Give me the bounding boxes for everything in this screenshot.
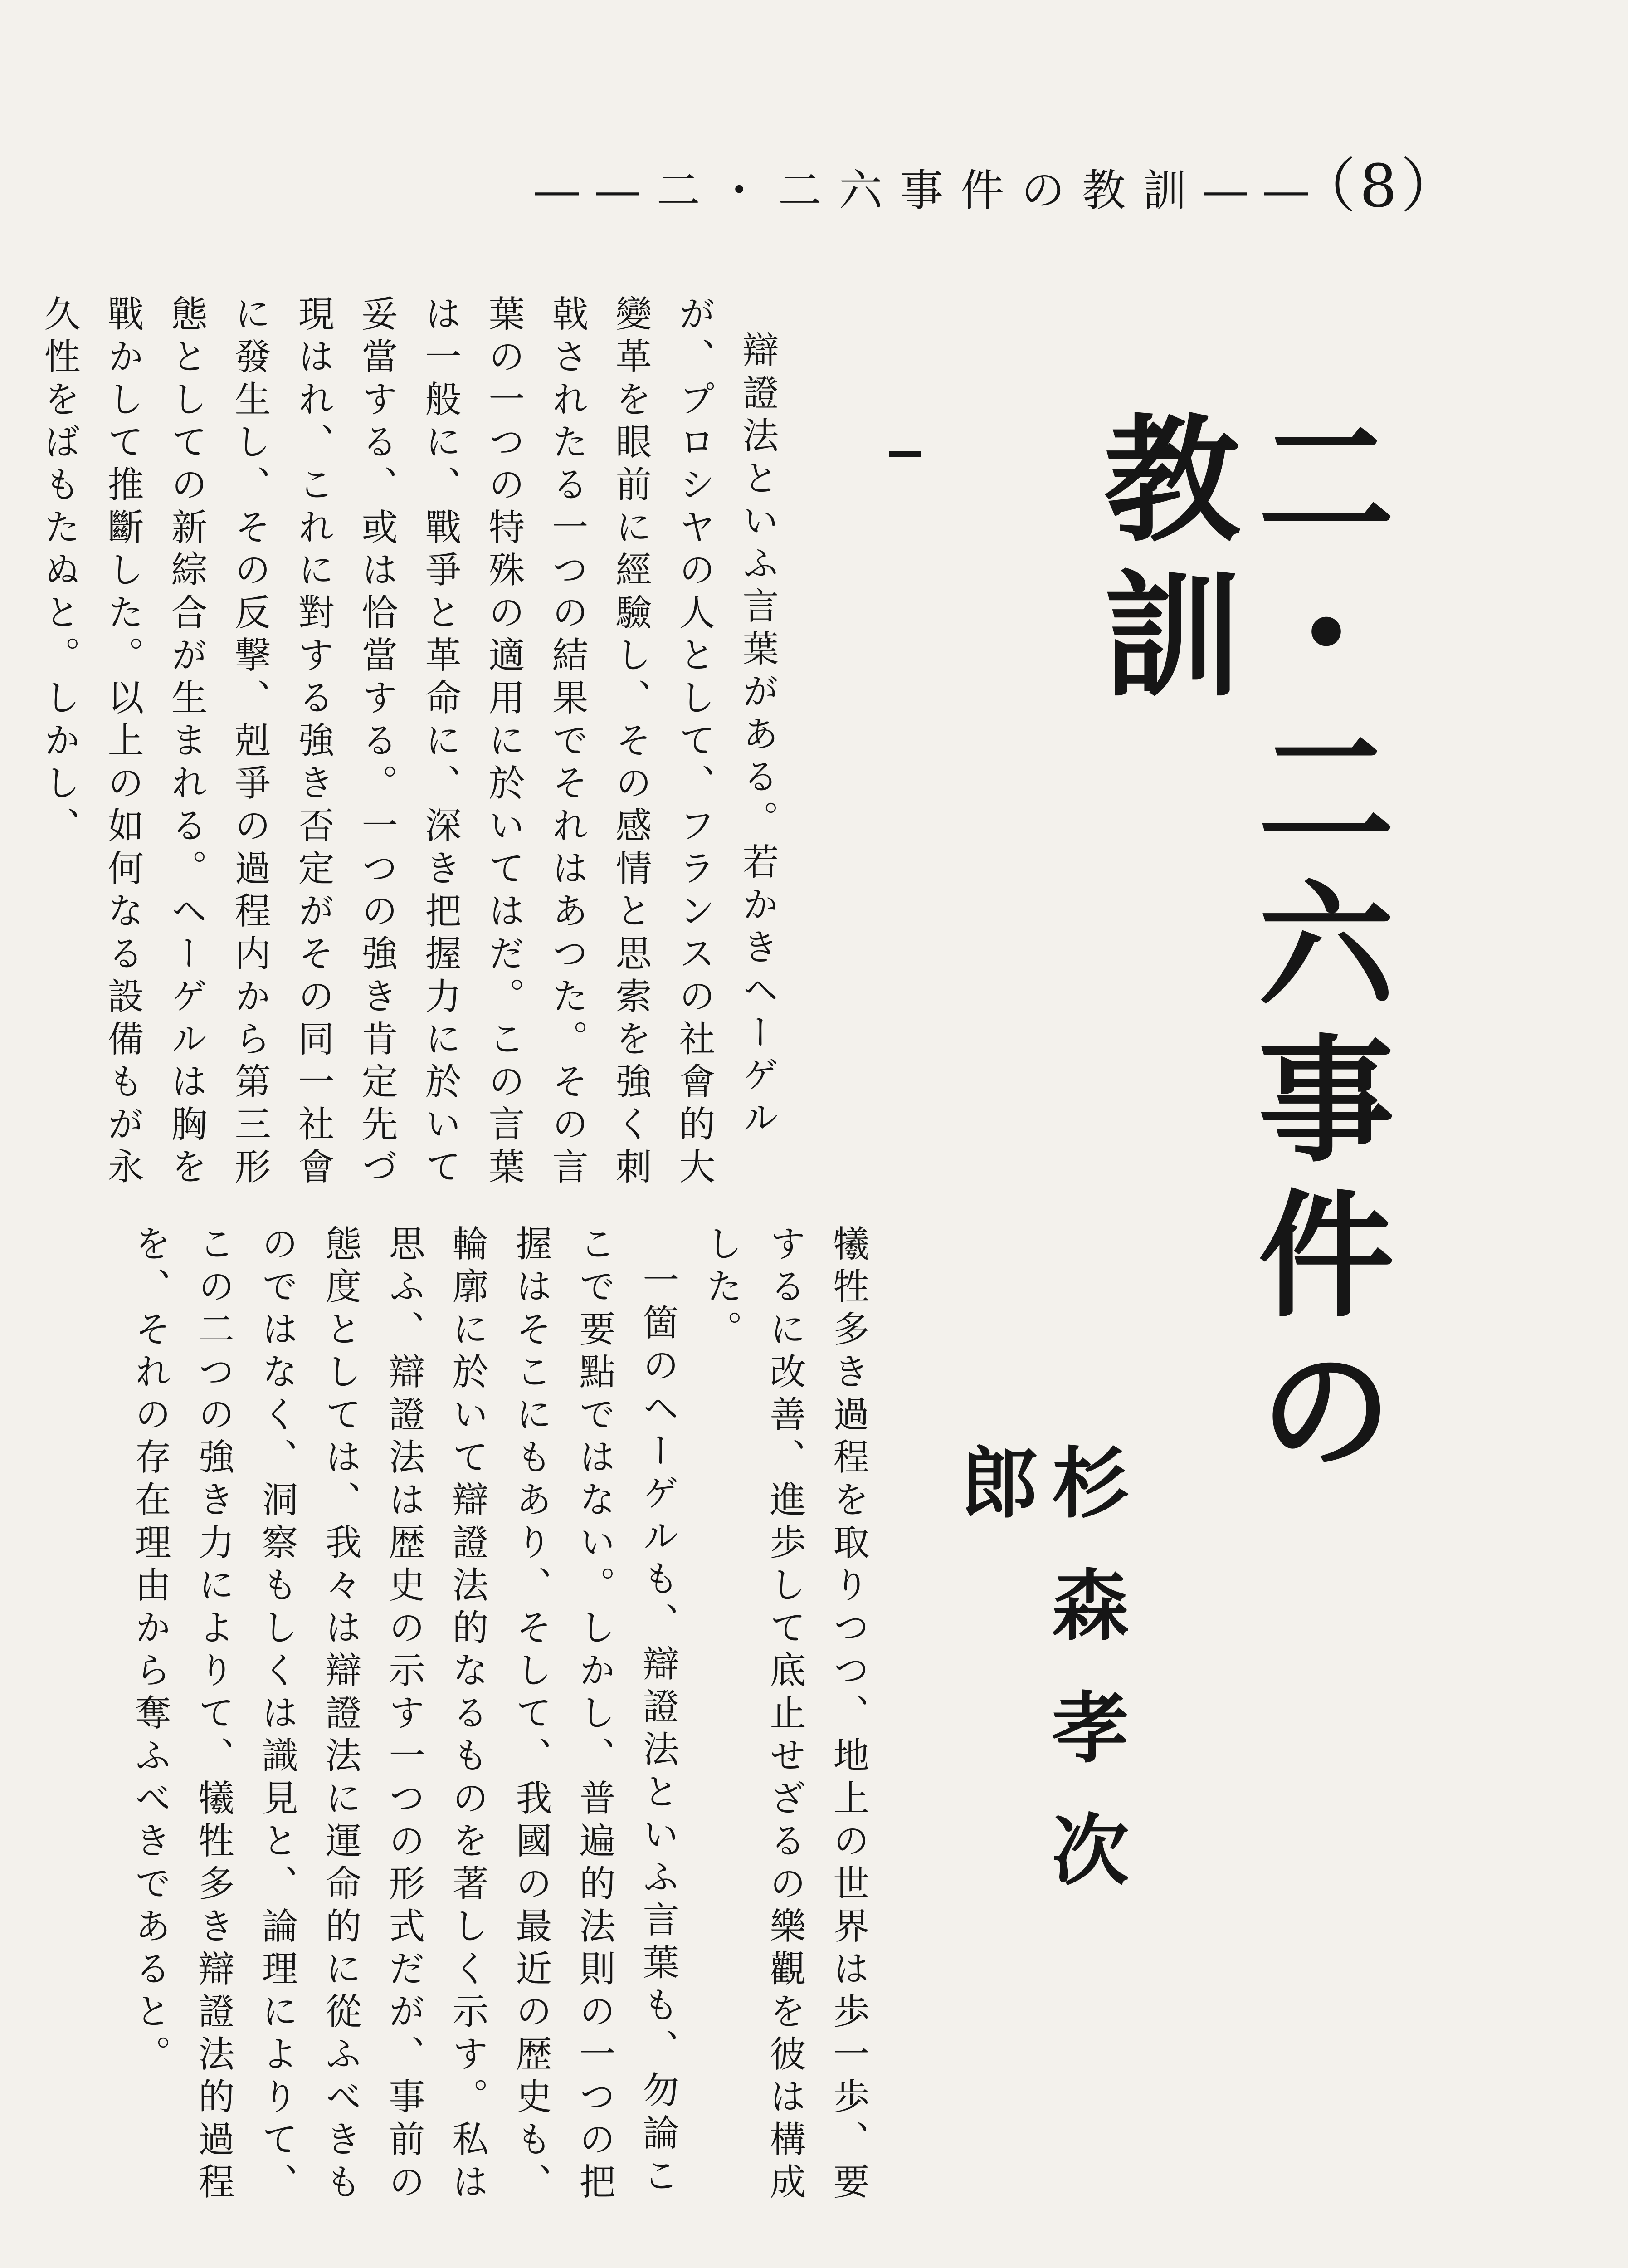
paragraph: 一箇のヘーゲルも、辯證法といふ言葉も、勿論ここで要點ではない。しかし、普遍的法則の一つの把握はそこにもあり、そして、我國の最近の歴史も、輪廓に於いて辯證法的なるものを著しく示す。私は思ふ、辯證法は歴史の示す一つの形式だが、事前の態度としては、我々は辯證法に運命的に從ふべきものではなく、洞察もしくは識見と、論理によりて、この二つの強き力によりて、犧牲多き辯證法的過程を、それの存在理由から奪ふべきであると。 <box>129 1225 679 2205</box>
article-title: 二・二六事件の教訓 <box>1081 408 1395 1494</box>
paragraph: 辯證法といふ言葉がある。若かきヘーゲルが、プロシヤの人として、フランスの社會的大變革を眼前に經驗し、その感情と思索を強く刺戟されたる一つの結果でそれはあつた。その言葉の一つの特殊の適用に於いてはだ。この言葉は一般に、戰爭と革命に、深き把握力に於いて妥當する、或は恰當する。一つの強き肯定先づ現はれ、これに對する強き否定がその同一社會に發生し、その反撃、剋爭の過程内から第三形態としての新綜合が生まれる。ヘーゲルは胸を戰かして推斷した。以上の如何なる設備もが永久性をばもたぬと。しかし、 <box>38 295 779 1190</box>
upper-text-column <box>38 295 789 1202</box>
section-number-glyph <box>889 451 921 457</box>
lower-text-column <box>129 1225 880 2236</box>
section-number <box>884 445 930 463</box>
paragraph: 犧牲多き過程を取りつつ、地上の世界は歩一歩、要するに改善、進歩して底止せざるの樂觀を彼は構成した。 <box>700 1225 869 2205</box>
page-number: （8） <box>1297 152 1463 220</box>
author-name: 杉森孝次郎 <box>948 1442 1129 1932</box>
running-header: ――二・二六事件の教訓―― <box>535 165 1325 216</box>
